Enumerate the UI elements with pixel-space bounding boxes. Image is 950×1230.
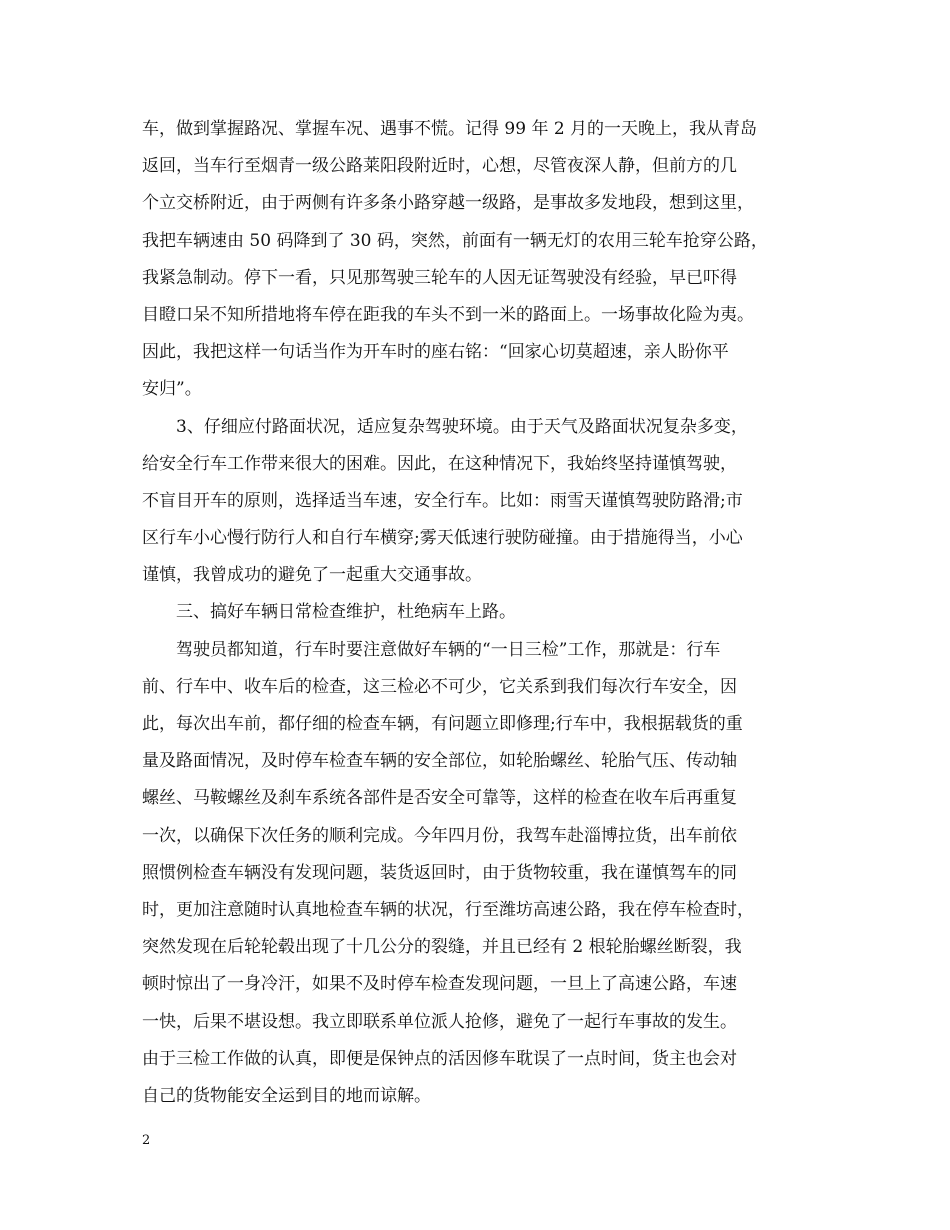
- text-line: 返回，当车行至烟青一级公路莱阳段附近时，心想，尽管夜深人静，但前方的几: [142, 156, 737, 177]
- text-line: 螺丝、马鞍螺丝及刹车系统各部件是否安全可靠等，这样的检查在收车后再重复: [142, 788, 737, 809]
- text-line: 给安全行车工作带来很大的困难。因此，在这种情况下，我始终坚持谨慎驾驶，: [142, 453, 737, 474]
- text-line: 个立交桥附近，由于两侧有许多条小路穿越一级路，是事故多发地段，想到这里，: [142, 193, 754, 214]
- text-line: 一次，以确保下次任务的顺利完成。今年四月份，我驾车赴淄博拉货，出车前依: [142, 825, 737, 846]
- text-line: 前、行车中、收车后的检查，这三检必不可少，它关系到我们每次行车安全，因: [142, 676, 737, 697]
- text-line: 量及路面情况，及时停车检查车辆的安全部位，如轮胎螺丝、轮胎气压、传动轴: [142, 751, 737, 772]
- text-line: 由于三检工作做的认真，即便是保钟点的活因修车耽误了一点时间，货主也会对: [142, 1048, 737, 1069]
- text-line: 自己的货物能安全运到目的地而谅解。: [142, 1085, 431, 1106]
- text-line: 照惯例检查车辆没有发现问题，装货返回时，由于货物较重，我在谨慎驾车的同: [142, 862, 737, 883]
- text-line: 因此，我把这样一句话当作为开车时的座右铭：“回家心切莫超速，亲人盼你平: [142, 342, 729, 363]
- text-line: 此，每次出车前，都仔细的检查车辆，有问题立即修理;行车中，我根据载货的重: [142, 714, 743, 734]
- text-line: 3、仔细应付路面状况，适应复杂驾驶环境。由于天气及路面状况复杂多变，: [142, 416, 748, 437]
- section-heading: 三、搞好车辆日常检查维护，杜绝病车上路。: [142, 602, 516, 623]
- text-line: 突然发现在后轮轮毂出现了十几公分的裂缝，并且已经有 2 根轮胎螺丝断裂，我: [142, 937, 742, 958]
- text-line: 我把车辆速由 50 码降到了 30 码，突然，前面有一辆无灯的农用三轮车抢穿公路，: [142, 230, 768, 251]
- text-line: 时，更加注意随时认真地检查车辆的状况，行至潍坊高速公路，我在停车检查时，: [142, 899, 754, 920]
- text-line: 安归”。: [142, 379, 202, 400]
- text-line: 谨慎，我曾成功的避免了一起重大交通事故。: [142, 565, 482, 586]
- text-line: 目瞪口呆不知所措地将车停在距我的车头不到一米的路面上。一场事故化险为夷。: [142, 304, 754, 325]
- text-line: 顿时惊出了一身冷汗，如果不及时停车检查发现问题，一旦上了高速公路，车速: [142, 974, 737, 995]
- text-line: 不盲目开车的原则，选择适当车速，安全行车。比如：雨雪天谨慎驾驶防路滑;市: [142, 490, 743, 511]
- page-number: 2: [142, 1133, 151, 1148]
- text-line: 一快，后果不堪设想。我立即联系单位派人抢修，避免了一起行车事故的发生。: [142, 1011, 737, 1032]
- text-line: 车，做到掌握路况、掌握车况、遇事不慌。记得 99 年 2 月的一天晚上，我从青岛: [142, 119, 758, 139]
- text-line: 区行车小心慢行防行人和自行车横穿;雾天低速行驶防碰撞。由于措施得当，小心: [142, 528, 743, 549]
- body-text: [142, 111, 824, 1115]
- text-line: 驾驶员都知道，行车时要注意做好车辆的“一日三检”工作，那就是：行车: [142, 639, 721, 660]
- text-line: 我紧急制动。停下一看，只见那驾驶三轮车的人因无证驾驶没有经验，早已吓得: [142, 267, 737, 288]
